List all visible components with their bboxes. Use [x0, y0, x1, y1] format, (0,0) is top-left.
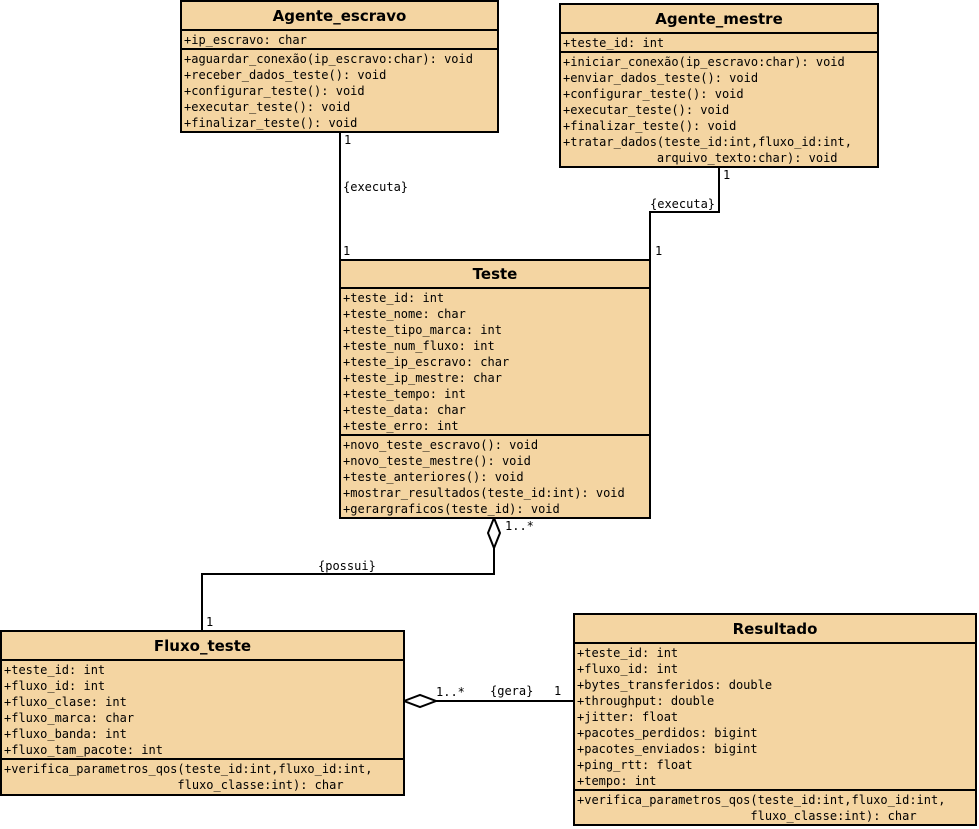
class-agente-mestre[interactable] [559, 3, 879, 168]
operation: +finalizar_teste(): void [563, 119, 737, 133]
class-resultado[interactable] [573, 613, 977, 826]
attribute: +ping_rtt: float [577, 758, 693, 772]
operation: +configurar_teste(): void [184, 84, 365, 98]
operation: +configurar_teste(): void [563, 87, 744, 101]
operations-section [561, 53, 877, 166]
label-executa-mestre: {executa} [650, 197, 716, 211]
class-teste[interactable] [339, 259, 651, 519]
operations-section [575, 791, 975, 824]
attribute: +pacotes_perdidos: bigint [577, 726, 758, 740]
operation: +executar_teste(): void [563, 103, 730, 117]
operations-section [182, 50, 497, 131]
operation: +teste_anteriores(): void [343, 470, 524, 484]
label-possui: {possui} [318, 559, 376, 573]
attributes-section [182, 31, 497, 50]
operation: +executar_teste(): void [184, 100, 351, 114]
class-name: Fluxo_teste [2, 632, 403, 661]
mult-fluxo-gera: 1..* [436, 685, 465, 699]
attribute: +pacotes_enviados: bigint [577, 742, 758, 756]
attribute: +teste_id: int [4, 663, 106, 677]
attribute: +teste_tipo_marca: int [343, 323, 502, 337]
label-gera: {gera} [490, 684, 534, 698]
attribute: +ip_escravo: char [184, 33, 307, 47]
mult-mestre: 1 [723, 168, 731, 182]
attributes-section [341, 289, 649, 436]
operation: arquivo_texto:char): void [563, 151, 838, 165]
aggregation-diamond-fluxo [404, 695, 436, 707]
operations-section [341, 436, 649, 517]
mult-fluxo-possui: 1 [206, 615, 214, 629]
mult-teste-escravo: 1 [343, 244, 351, 258]
class-name: Agente_escravo [182, 2, 497, 31]
attribute: +fluxo_clase: int [4, 695, 127, 709]
operations-section [2, 760, 403, 793]
attribute: +fluxo_marca: char [4, 711, 135, 725]
operation: +enviar_dados_teste(): void [563, 71, 759, 85]
attribute: +teste_num_fluxo: int [343, 339, 495, 353]
attribute: +teste_ip_escravo: char [343, 355, 510, 369]
aggregation-diamond-teste [488, 518, 500, 548]
attribute: +teste_id: int [343, 291, 445, 305]
operation: +receber_dados_teste(): void [184, 68, 387, 82]
attribute: +teste_erro: int [343, 419, 459, 433]
operation: fluxo_classe:int): char [4, 778, 344, 792]
attribute: +fluxo_id: int [577, 662, 679, 676]
operation: +aguardar_conexão(ip_escravo:char): void [184, 52, 473, 66]
label-executa-escravo: {executa} [343, 180, 409, 194]
attribute: +fluxo_id: int [4, 679, 106, 693]
operation: +novo_teste_mestre(): void [343, 454, 531, 468]
operation: fluxo_classe:int): char [577, 809, 917, 823]
class-fluxo-teste[interactable] [0, 630, 405, 796]
class-name: Resultado [575, 615, 975, 644]
operation: +gerargraficos(teste_id): void [343, 502, 560, 516]
mult-escravo: 1 [344, 133, 352, 147]
attribute: +teste_data: char [343, 403, 466, 417]
attributes-section [575, 644, 975, 791]
operation: +iniciar_conexão(ip_escravo:char): void [563, 55, 845, 69]
attribute: +jitter: float [577, 710, 679, 724]
operation: +tratar_dados(teste_id:int,fluxo_id:int, [563, 135, 852, 149]
attributes-section [2, 661, 403, 760]
attribute: +teste_ip_mestre: char [343, 371, 502, 385]
operation: +verifica_parametros_qos(teste_id:int,fluxo_id:int, [577, 793, 946, 807]
attribute: +bytes_transferidos: double [577, 678, 773, 692]
class-name: Agente_mestre [561, 5, 877, 34]
operation: +novo_teste_escravo(): void [343, 438, 539, 452]
attribute: +tempo: int [577, 774, 657, 788]
attribute: +teste_tempo: int [343, 387, 466, 401]
attributes-section [561, 34, 877, 53]
mult-resultado-gera: 1 [554, 684, 562, 698]
operation: +mostrar_resultados(teste_id:int): void [343, 486, 625, 500]
attribute: +throughput: double [577, 694, 715, 708]
mult-teste-mestre: 1 [655, 244, 663, 258]
attribute: +teste_nome: char [343, 307, 466, 321]
class-name: Teste [341, 261, 649, 289]
class-agente-escravo[interactable] [180, 0, 499, 133]
attribute: +fluxo_tam_pacote: int [4, 743, 163, 757]
operation: +verifica_parametros_qos(teste_id:int,fluxo_id:int, [4, 762, 373, 776]
operation: +finalizar_teste(): void [184, 116, 358, 130]
attribute: +fluxo_banda: int [4, 727, 127, 741]
attribute: +teste_id: int [577, 646, 679, 660]
mult-teste-possui: 1..* [505, 519, 534, 533]
attribute: +teste_id: int [563, 36, 665, 50]
